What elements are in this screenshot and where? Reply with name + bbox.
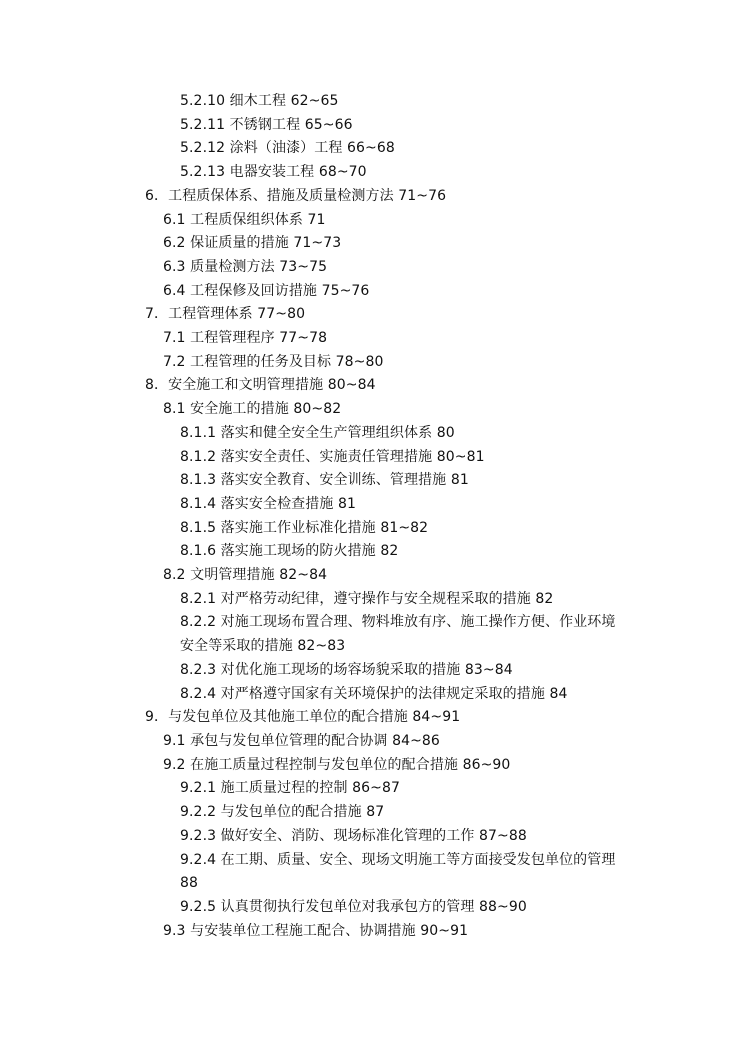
toc-entry: 9.2.4 在工期、质量、安全、现场文明施工等方面接受发包单位的管理 — [180, 851, 616, 868]
toc-entry: 9.2.5 认真贯彻执行发包单位对我承包方的管理 88~90 — [180, 898, 527, 915]
toc-entry: 6.1 工程质保组织体系 71 — [163, 211, 326, 228]
toc-entry: 6.3 质量检测方法 73~75 — [163, 258, 328, 275]
toc-entry: 9.2.1 施工质量过程的控制 86~87 — [180, 780, 400, 797]
toc-entry: 8.2.4 对严格遵守国家有关环境保护的法律规定采取的措施 84 — [180, 685, 568, 702]
toc-entry: 8.1.6 落实施工现场的防火措施 82 — [180, 543, 399, 560]
toc-entry: 9.1 承包与发包单位管理的配合协调 84~86 — [163, 732, 440, 749]
table-of-contents — [0, 90, 744, 943]
toc-entry: 6.2 保证质量的措施 71~73 — [163, 235, 342, 252]
toc-entry: 8.2.3 对优化施工现场的场容场貌采取的措施 83~84 — [180, 661, 513, 678]
toc-entry: 8.1.3 落实安全教育、安全训练、管理措施 81 — [180, 472, 469, 489]
toc-entry: 5.2.13 电器安装工程 68~70 — [180, 164, 367, 181]
toc-entry: 8．安全施工和文明管理措施 80~84 — [145, 377, 376, 394]
toc-entry: 5.2.12 涂料（油漆）工程 66~68 — [180, 140, 395, 157]
toc-entry: 7.1 工程管理程序 77~78 — [163, 330, 328, 347]
toc-entry: 88 — [180, 875, 199, 892]
toc-entry: 8.1.5 落实施工作业标准化措施 81~82 — [180, 519, 429, 536]
toc-entry: 9.3 与安装单位工程施工配合、协调措施 90~91 — [163, 922, 469, 939]
toc-entry: 9.2 在施工质量过程控制与发包单位的配合措施 86~90 — [163, 756, 511, 773]
toc-entry: 安全等采取的措施 82~83 — [180, 638, 346, 655]
toc-entry: 9．与发包单位及其他施工单位的配合措施 84~91 — [145, 709, 461, 726]
toc-entry: 7．工程管理体系 77~80 — [145, 306, 306, 323]
toc-entry: 8.2.1 对严格劳动纪律，遵守操作与安全规程采取的措施 82 — [180, 590, 554, 607]
toc-entry: 6.4 工程保修及回访措施 75~76 — [163, 282, 370, 299]
toc-entry: 8.1.4 落实安全检查措施 81 — [180, 495, 357, 512]
toc-entry: 9.2.3 做好安全、消防、现场标准化管理的工作 87~88 — [180, 827, 527, 844]
toc-entry: 9.2.2 与发包单位的配合措施 87 — [180, 804, 385, 821]
toc-entry: 5.2.10 细木工程 62~65 — [180, 93, 339, 109]
toc-entry: 5.2.11 不锈钢工程 65~66 — [180, 116, 353, 133]
toc-entry: 7.2 工程管理的任务及目标 78~80 — [163, 353, 384, 370]
toc-entry: 8.1.2 落实安全责任、实施责任管理措施 80~81 — [180, 448, 485, 465]
toc-entry: 8.2.2 对施工现场布置合理、物料堆放有序、施工操作方便、作业环境 — [180, 614, 616, 631]
toc-entry: 6．工程质保体系、措施及质量检测方法 71~76 — [145, 187, 447, 204]
toc-entry: 8.1.1 落实和健全安全生产管理组织体系 80 — [180, 424, 455, 441]
toc-entry: 8.1 安全施工的措施 80~82 — [163, 401, 342, 418]
toc-entry: 8.2 文明管理措施 82~84 — [163, 567, 328, 584]
